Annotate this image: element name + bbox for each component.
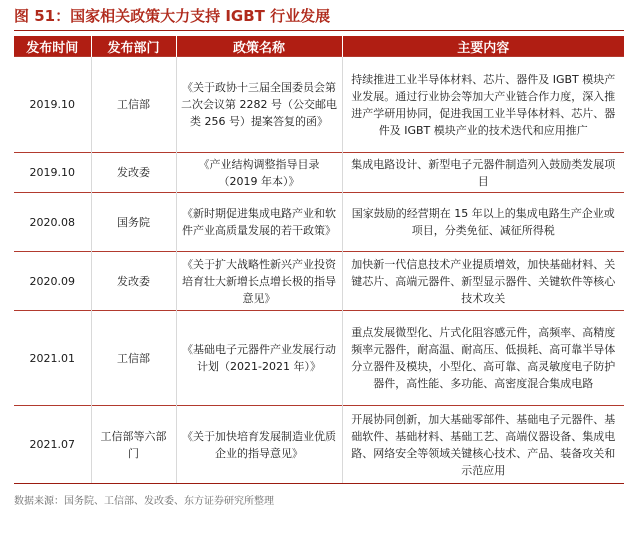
cell-main-content: 国家鼓励的经营期在 15 年以上的集成电路生产企业或项目，分类免征、减征所得税: [342, 193, 624, 252]
cell-date: 2019.10: [14, 153, 91, 193]
cell-date: 2021.07: [14, 406, 91, 484]
cell-date: 2019.10: [14, 57, 91, 153]
policy-table: [14, 36, 624, 484]
cell-main-content: 开展协同创新，加大基础零部件、基础电子元器件、基础软件、基础材料、基础工艺、高端仪器设备、集成电路、网络安全等领域关键核心技术、产品、装备攻关和示范应用: [342, 406, 624, 484]
table-row: [14, 153, 624, 193]
cell-main-content: 重点发展微型化、片式化阻容感元件，高频率、高精度频率元器件，耐高温、耐高压、低损耗、高可靠半导体分立器件及模块，小型化、高可靠、高灵敏度电子防护器件，高性能、多功能、高密度混合集成电路: [342, 311, 624, 406]
cell-policy-name: 《新时期促进集成电路产业和软件产业高质量发展的若干政策》: [176, 193, 342, 252]
cell-date: 2021.01: [14, 311, 91, 406]
header-department: 发布部门: [91, 36, 176, 57]
cell-department: 工信部等六部门: [91, 406, 176, 484]
source-note: 数据来源：国务院、工信部、发改委、东方证券研究所整理: [14, 496, 274, 507]
table-row: [14, 406, 624, 484]
cell-department: 发改委: [91, 153, 176, 193]
table-row: [14, 252, 624, 311]
cell-date: 2020.09: [14, 252, 91, 311]
table-row: [14, 311, 624, 406]
cell-department: 发改委: [91, 252, 176, 311]
cell-policy-name: 《基础电子元器件产业发展行动计划（2021-2021 年）》: [176, 311, 342, 406]
table-header-row: [14, 36, 624, 57]
cell-main-content: 集成电路设计、新型电子元器件制造列入鼓励类发展项目: [342, 153, 624, 193]
header-main-content: 主要内容: [342, 36, 624, 57]
cell-date: 2020.08: [14, 193, 91, 252]
cell-policy-name: 《关于扩大战略性新兴产业投资培育壮大新增长点增长极的指导意见》: [176, 252, 342, 311]
cell-policy-name: 《关于政协十三届全国委员会第二次会议第 2282 号（公交邮电类 256 号）提案答复的函》: [176, 57, 342, 153]
cell-department: 国务院: [91, 193, 176, 252]
cell-policy-name: 《关于加快培育发展制造业优质企业的指导意见》: [176, 406, 342, 484]
cell-department: 工信部: [91, 57, 176, 153]
header-date: 发布时间: [14, 36, 91, 57]
header-policy-name: 政策名称: [176, 36, 342, 57]
figure-title: 图 51：国家相关政策大力支持 IGBT 行业发展: [14, 7, 331, 25]
cell-main-content: 持续推进工业半导体材料、芯片、器件及 IGBT 模块产业发展。通过行业协会等加大产业链合作力度，深入推进产学研用协同，促进我国工业半导体材料、芯片、器件及 IGBT 模块产业的技术迭代和应用推广: [342, 57, 624, 153]
cell-department: 工信部: [91, 311, 176, 406]
cell-main-content: 加快新一代信息技术产业提质增效，加快基础材料、关键芯片、高端元器件、新型显示器件、关键软件等核心技术攻关: [342, 252, 624, 311]
cell-policy-name: 《产业结构调整指导目录（2019 年本）》: [176, 153, 342, 193]
table-row: [14, 193, 624, 252]
table-row: [14, 57, 624, 153]
title-divider: [14, 30, 624, 31]
